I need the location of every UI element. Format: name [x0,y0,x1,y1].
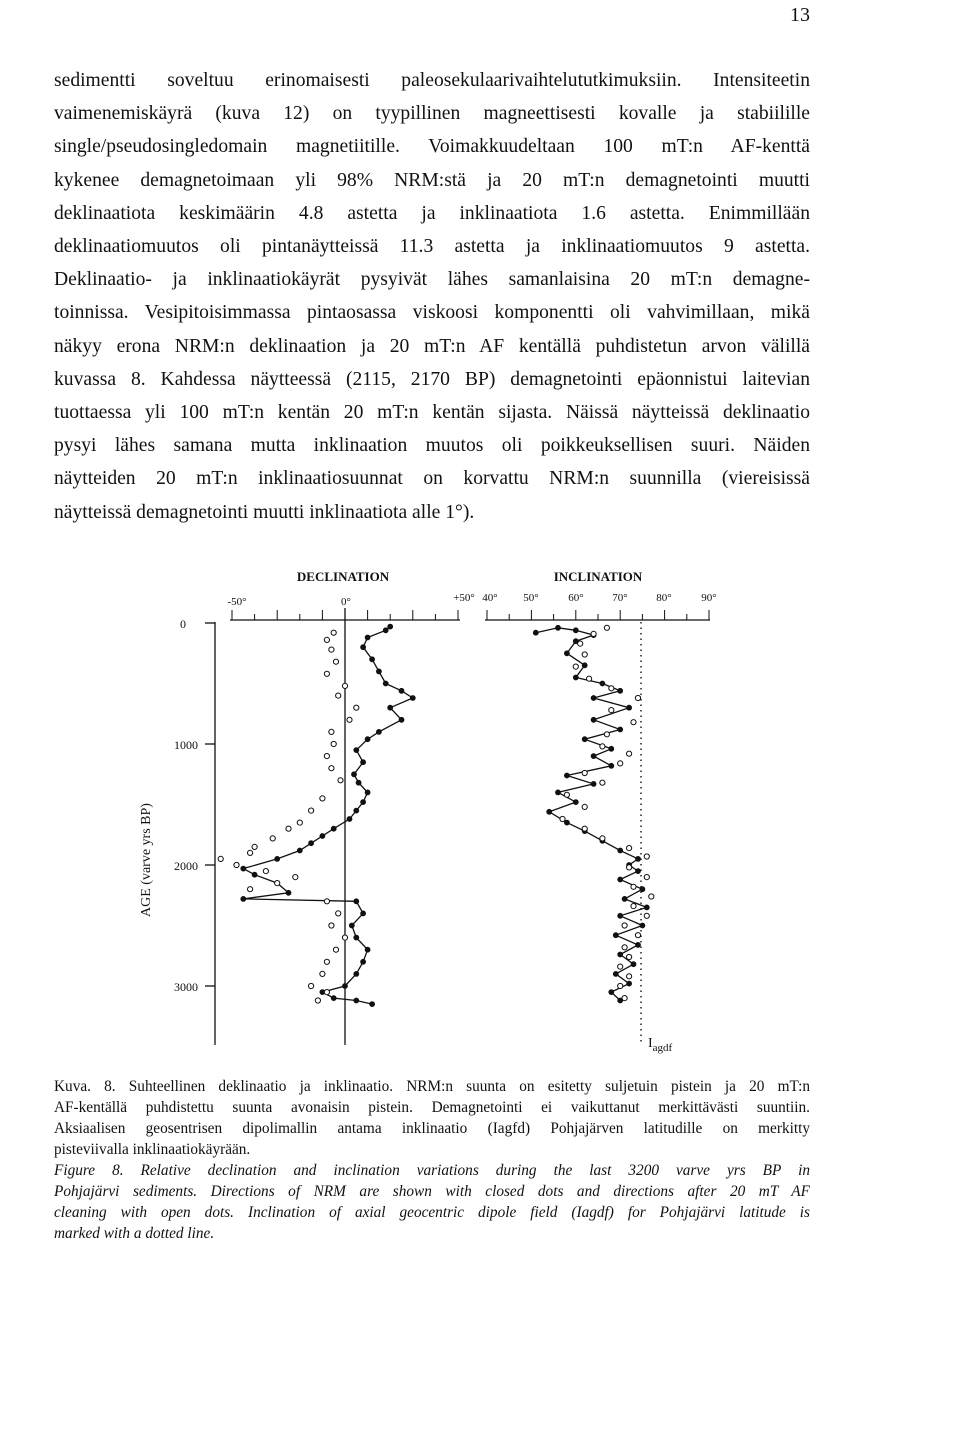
caption-line: Kuva. 8. Suhteellinen deklinaatio ja inklinaatio. NRM:n suunta on esitetty suljetuin pistein ja 20 mT:n [54,1078,810,1095]
inclination-af-point [582,652,587,657]
declination-nrm-point [383,681,388,686]
inclination-af-point [600,836,605,841]
declination-nrm-point [252,872,257,877]
declination-tick-label: -50° [227,596,247,608]
declination-af-point [218,856,223,861]
body-line: näkyy erona NRM:n deklinaation ja 20 mT:n AF kentällä puhdistetun arvon välillä [54,335,810,357]
inclination-af-point [622,945,627,950]
inclination-af-point [631,884,636,889]
inclination-nrm-point [565,773,570,778]
inclination-af-point [573,664,578,669]
inclination-af-point [618,761,623,766]
iagdf-label: $I_{agdf}$ [648,1036,673,1054]
caption-line: Pohjajärvi sediments. Directions of NRM are shown with closed dots and directions after 20 mT AF [54,1183,810,1200]
figure-8 [0,560,960,1080]
declination-nrm-point [347,817,352,822]
inclination-tick-label: 70° [612,592,628,604]
declination-nrm-point [241,866,246,871]
y-tick-label: 2000 [174,859,198,873]
declination-nrm-point [286,890,291,895]
declination-af-point [338,778,343,783]
inclination-nrm-point [547,809,552,814]
body-line: deklinaatiota keskimäärin 4.8 astetta ja inklinaatiota 1.6 astetta. Enimmillään [54,202,810,224]
declination-nrm-point [349,923,354,928]
declination-af-point [297,820,302,825]
inclination-nrm-line [536,628,647,1001]
declination-af-point [336,911,341,916]
declination-af-point [336,693,341,698]
declination-af-point [320,796,325,801]
inclination-nrm-point [613,972,618,977]
caption-line: pisteviivalla inklinaatiokäyrään. [54,1141,251,1158]
body-paragraph [54,64,810,529]
inclination-af-point [644,875,649,880]
declination-af-point [329,647,334,652]
inclination-af-point [627,846,632,851]
inclination-nrm-point [618,688,623,693]
declination-plot [218,624,415,1006]
caption-line: AF-kentällä puhdistettu suunta avonaisin pistein. Demagnetointi ei vaikuttanut merkittävästi suuntiin. [54,1099,810,1116]
declination-nrm-point [354,998,359,1003]
declination-af-point [263,869,268,874]
declination-nrm-point [356,780,361,785]
inclination-nrm-point [622,897,627,902]
declination-af-point [331,630,336,635]
declination-title: DECLINATION [296,569,390,584]
declination-nrm-point [354,935,359,940]
figure-svg [0,560,960,1080]
declination-af-point [324,990,329,995]
declination-af-point [342,935,347,940]
body-line: single/pseudosingledomain magnetiitille. Voimakkuudeltaan 100 mT:n AF-kenttä [54,136,810,158]
inclination-nrm-point [618,913,623,918]
inclination-plot [533,625,654,1003]
declination-tick-label: +50° [453,592,475,604]
inclination-af-point [609,708,614,713]
body-line: sedimentti soveltuu erinomaisesti paleosekulaarivaihtelututkimuksiin. Intensiteetin [54,70,810,91]
inclination-nrm-point [573,800,578,805]
declination-nrm-point [331,826,336,831]
declination-af-point [252,844,257,849]
declination-nrm-point [383,628,388,633]
declination-nrm-point [361,800,366,805]
inclination-af-point [644,854,649,859]
inclination-af-point [591,631,596,636]
inclination-title: INCLINATION [553,569,643,584]
declination-af-point [248,887,253,892]
inclination-af-point [627,974,632,979]
inclination-nrm-point [573,628,578,633]
y-tick-label: 3000 [174,980,198,994]
inclination-af-point [635,933,640,938]
inclination-tick-label: 40° [482,592,498,604]
declination-af-point [333,659,338,664]
declination-af-point [286,826,291,831]
inclination-nrm-point [627,981,632,986]
inclination-af-point [649,894,654,899]
declination-nrm-point [361,645,366,650]
declination-nrm-point [354,972,359,977]
declination-nrm-point [331,996,336,1001]
declination-af-point [324,754,329,759]
inclination-af-point [609,686,614,691]
declination-af-point [333,947,338,952]
declination-nrm-point [365,790,370,795]
declination-nrm-point [370,1002,375,1007]
declination-nrm-point [399,717,404,722]
declination-af-point [324,899,329,904]
inclination-af-point [631,904,636,909]
declination-af-point [342,683,347,688]
declination-af-point [309,983,314,988]
inclination-nrm-point [609,990,614,995]
declination-nrm-point [377,669,382,674]
body-line: tuottaessa yli 100 mT:n kentän 20 mT:n kentän sijasta. Näissä näytteissä deklinaatio [54,402,810,424]
declination-af-point [309,808,314,813]
inclination-nrm-point [591,696,596,701]
declination-af-point [347,717,352,722]
body-line: pysyi lähes samana mutta inklinaation muutos oli poikkeuksellisen suuri. Näiden [54,435,810,457]
inclination-nrm-point [591,782,596,787]
inclination-nrm-point [582,663,587,668]
declination-nrm-point [354,748,359,753]
body-line: deklinaatiomuutos oli pintanäytteissä 11.3 astetta ja inklinaatiomuutos 9 astetta. [54,236,810,258]
inclination-af-point [622,996,627,1001]
body-line: kykenee demagnetoimaan yli 98% NRM:stä ja 20 mT:n demagnetointi muutti [54,169,810,191]
declination-nrm-point [354,808,359,813]
inclination-nrm-point [631,962,636,967]
caption-finnish [54,1076,810,1160]
inclination-nrm-point [533,630,538,635]
inclination-nrm-point [618,952,623,957]
inclination-nrm-point [565,820,570,825]
declination-af-point [293,875,298,880]
declination-nrm-point [399,688,404,693]
inclination-af-point [622,923,627,928]
declination-nrm-point [365,947,370,952]
inclination-nrm-point [613,933,618,938]
inclination-nrm-point [636,857,641,862]
inclination-nrm-point [618,727,623,732]
body-line: kuvassa 8. Kahdessa näytteessä (2115, 2170 BP) demagnetointi epäonnistui laitevian [54,368,810,390]
declination-af-point [324,637,329,642]
inclination-af-point [627,865,632,870]
declination-af-point [329,923,334,928]
inclination-af-point [618,983,623,988]
caption-english [54,1160,810,1244]
inclination-tick-label: 50° [523,592,539,604]
declination-af-point [324,959,329,964]
inclination-nrm-point [618,848,623,853]
inclination-nrm-point [618,877,623,882]
inclination-tick-label: 90° [701,592,717,604]
y-tick-label: 0 [180,617,186,631]
inclination-af-point [635,695,640,700]
caption-line: cleaning with open dots. Inclination of axial geocentric dipole field (Iagdf) for Pohjajärvi latitude is [54,1204,810,1221]
declination-nrm-point [377,730,382,735]
inclination-nrm-point [640,887,645,892]
inclination-af-point [627,954,632,959]
inclination-af-point [618,964,623,969]
inclination-nrm-point [636,869,641,874]
inclination-tick-label: 60° [568,592,584,604]
inclination-nrm-point [600,681,605,686]
declination-nrm-point [388,705,393,710]
inclination-nrm-point [556,625,561,630]
declination-nrm-point [370,657,375,662]
declination-af-point [331,741,336,746]
caption-line: Aksiaalisen geosentrisen dipolimallin antama inklinaatio (Iagfd) Pohjajärven latitudille on merkitty [54,1120,810,1137]
inclination-af-point [600,744,605,749]
declination-nrm-point [388,624,393,629]
declination-nrm-point [361,760,366,765]
inclination-af-point [587,676,592,681]
inclination-nrm-point [573,675,578,680]
declination-nrm-point [275,857,280,862]
inclination-nrm-point [591,717,596,722]
body-line: Deklinaatio- ja inklinaatiokäyrät pysyivät lähes samanlaisina 20 mT:n demagne- [54,269,810,291]
declination-nrm-point [297,848,302,853]
inclination-af-point [604,732,609,737]
body-line: toinnissa. Vesipitoisimmassa pintaosassa viskoosi komponentti oli vahvimillaan, mikä [54,302,810,324]
declination-af-point [320,971,325,976]
declination-af-point [329,729,334,734]
inclination-nrm-point [565,651,570,656]
caption-line: marked with a dotted line. [54,1225,215,1242]
inclination-nrm-point [556,790,561,795]
declination-nrm-point [352,772,357,777]
body-line: vaimenemiskäyrä (kuva 12) on tyypillinen magneettisesti kovalle ja stabiilille [54,103,810,125]
inclination-af-point [564,792,569,797]
inclination-af-point [644,913,649,918]
declination-nrm-point [354,899,359,904]
declination-nrm-point [320,834,325,839]
declination-nrm-point [365,635,370,640]
inclination-af-point [604,625,609,630]
declination-nrm-point [361,911,366,916]
declination-tick-label: 0° [341,596,351,608]
declination-nrm-point [309,841,314,846]
y-axis-label: AGE (varve yrs BP) [139,803,154,917]
inclination-nrm-point [609,763,614,768]
y-tick-label: 1000 [174,738,198,752]
inclination-af-point [560,816,565,821]
inclination-af-point [627,751,632,756]
inclination-tick-label: 80° [656,592,672,604]
declination-nrm-point [241,897,246,902]
declination-af-point [270,836,275,841]
declination-af-point [234,862,239,867]
declination-nrm-point [343,984,348,989]
inclination-af-point [582,804,587,809]
declination-af-point [248,850,253,855]
inclination-nrm-point [644,905,649,910]
declination-af-point [324,671,329,676]
declination-nrm-point [361,959,366,964]
inclination-nrm-point [640,923,645,928]
inclination-af-point [631,720,636,725]
body-line: näytteiden 20 mT:n inklinaatiosuunnat on korvattu NRM:n suunnilla (viereisissä [54,468,810,490]
declination-af-point [315,998,320,1003]
inclination-minor-ticks [487,610,709,620]
declination-nrm-point [410,696,415,701]
declination-af-point [354,705,359,710]
inclination-af-point [600,780,605,785]
inclination-af-point [582,826,587,831]
inclination-nrm-point [591,754,596,759]
inclination-nrm-point [582,737,587,742]
declination-nrm-point [365,737,370,742]
inclination-af-point [578,641,583,646]
caption-line: Figure 8. Relative declination and inclination variations during the last 3200 varve yrs BP in [54,1162,810,1179]
body-line: näytteissä demagnetointi muutti inklinaatiota alle 1°). [54,501,475,523]
inclination-nrm-point [627,705,632,710]
inclination-nrm-point [609,746,614,751]
inclination-nrm-point [636,943,641,948]
declination-af-point [329,766,334,771]
page-number: 13 [790,4,810,26]
declination-af-point [275,881,280,886]
inclination-af-point [582,770,587,775]
